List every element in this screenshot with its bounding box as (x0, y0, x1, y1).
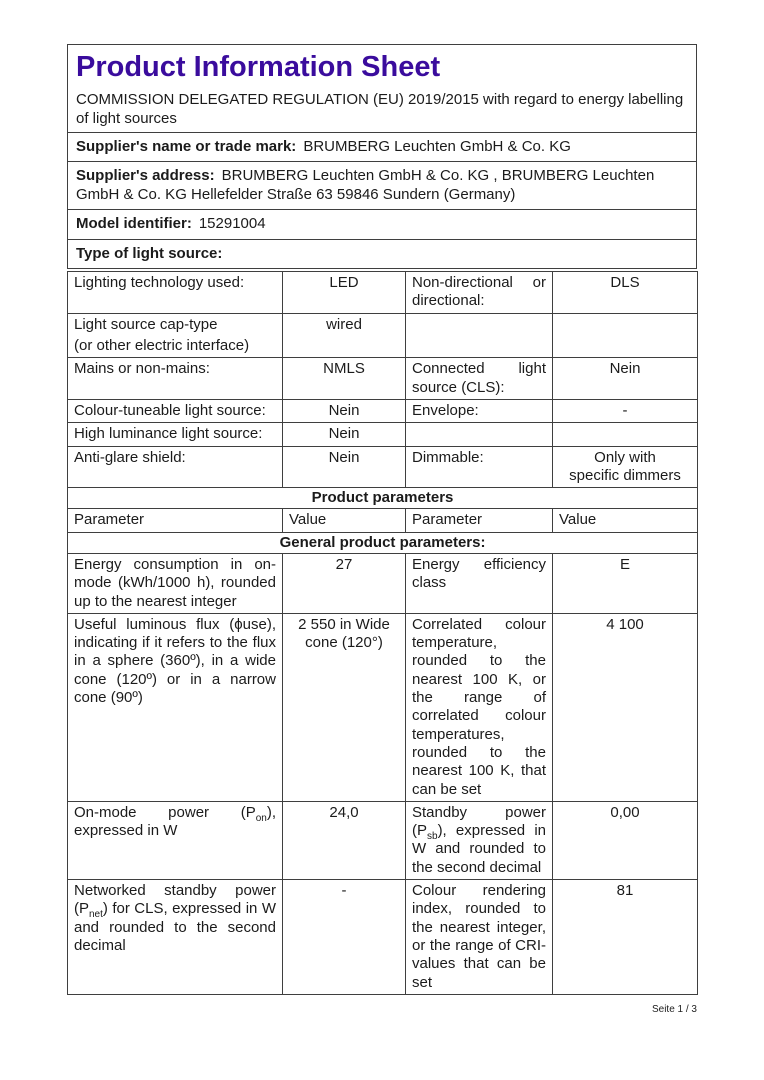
supplier-name-value: BRUMBERG Leuchten GmbH & Co. KG (303, 137, 571, 155)
value-cell: Only with specific dimmers (553, 446, 698, 488)
value-cell: Nein (283, 446, 406, 488)
model-identifier-value: 15291004 (198, 215, 266, 233)
value-cell: Nein (283, 399, 406, 422)
value-cell: 4 100 (553, 613, 698, 801)
value-cell: Nein (553, 358, 698, 400)
value-cell: - (283, 880, 406, 995)
type-of-light-source-heading-row (67, 239, 697, 269)
parameter-cell: Connected light source (CLS): (406, 358, 553, 400)
parameter-cell: High luminance light source: (68, 423, 283, 446)
table-row (68, 446, 698, 488)
value-cell: NMLS (283, 358, 406, 400)
table-row (68, 801, 698, 879)
parameter-cell: Non-directional or directional: (406, 272, 553, 314)
parameter-cell: Lighting technology used: (68, 272, 283, 314)
supplier-name-row (67, 132, 697, 162)
supplier-address-row (67, 161, 697, 210)
parameter-cell: Useful luminous flux (ϕuse), indicating if it refers to the flux in a sphere (360º), in a wide cone (120º) or in a narrow cone (90º) (68, 613, 283, 801)
table-row (68, 272, 698, 314)
column-header-value-2: Value (553, 509, 698, 532)
parameter-cell: Energy efficiency class (406, 553, 553, 613)
title-block (67, 44, 697, 133)
table-row (68, 358, 698, 400)
model-identifier-label: Model identifier: (76, 215, 192, 233)
table-row (68, 613, 698, 801)
type-of-light-source-table (67, 271, 698, 488)
value-cell: 24,0 (283, 801, 406, 879)
parameter-cell: Correlated colour temperature, rounded to the nearest 100 K, or the range of correlated colour temperatures, rounded to the nearest 100 K, that can be set (406, 613, 553, 801)
value-cell: E (553, 553, 698, 613)
column-header-row (68, 509, 698, 532)
value-cell: DLS (553, 272, 698, 314)
section-heading-product-parameters: Product parameters (68, 488, 698, 509)
value-cell (553, 313, 698, 358)
supplier-name-label: Supplier's name or trade mark: (76, 137, 297, 155)
parameter-cell: Dimmable: (406, 446, 553, 488)
parameter-cell (406, 423, 553, 446)
regulation-subtitle: COMMISSION DELEGATED REGULATION (EU) 2019/2015 with regard to energy labelling of light sources (76, 91, 684, 127)
parameter-cell: Colour-tuneable light source: (68, 399, 283, 422)
supplier-address-label: Supplier's address: (76, 167, 215, 185)
footer-page-number: Seite 1 / 3 (651, 1004, 697, 1015)
value-cell: 2 550 in Wide cone (120°) (283, 613, 406, 801)
parameter-cell: Mains or non-mains: (68, 358, 283, 400)
page-title: Product Information Sheet (76, 51, 441, 83)
parameter-cell: Networked standby power $(P_{net})$ for CLS, expressed in W and rounded to the second decimal (68, 880, 283, 995)
parameter-cell: Standby power $(P_{sb})$, expressed in W and rounded to the second decimal (406, 801, 553, 879)
section-heading-general-product-parameters: General product parameters: (68, 532, 698, 553)
parameter-cell: Envelope: (406, 399, 553, 422)
parameter-cell: On-mode power $(P_{on})$, expressed in W (68, 801, 283, 879)
supplier-address-value: BRUMBERG Leuchten GmbH & Co. KG , BRUMBERG Leuchten GmbH & Co. KG Hellefelder Straße 63 59846 Sundern (Germany) (76, 167, 655, 203)
parameter-cell: Energy consumption in on-mode (kWh/1000 h), rounded up to the nearest integer (68, 553, 283, 613)
type-of-light-source-heading: Type of light source: (76, 244, 223, 262)
value-cell: 27 (283, 553, 406, 613)
value-cell (553, 423, 698, 446)
value-cell: 0,00 (553, 801, 698, 879)
column-header-parameter-1: Parameter (68, 509, 283, 532)
general-product-parameters-rows (68, 553, 698, 994)
general-product-parameters-heading-row (68, 532, 698, 553)
value-cell: Nein (283, 423, 406, 446)
product-information-sheet (67, 44, 697, 995)
parameter-cell (406, 313, 553, 358)
value-cell: wired (283, 313, 406, 358)
product-parameters-heading-row (68, 488, 698, 509)
parameter-cell: Light source cap-type (or other electric interface) (68, 313, 283, 358)
value-cell: - (553, 399, 698, 422)
value-cell: 81 (553, 880, 698, 995)
type-of-light-source-rows (68, 272, 698, 488)
table-row (68, 313, 698, 358)
value-cell: LED (283, 272, 406, 314)
product-parameters-table (67, 487, 698, 995)
table-row (68, 553, 698, 613)
parameter-cell: Colour rendering index, rounded to the nearest integer, or the range of CRI-values that can be set (406, 880, 553, 995)
model-identifier-row (67, 209, 697, 239)
table-row (68, 880, 698, 995)
table-row (68, 423, 698, 446)
table-row (68, 399, 698, 422)
column-header-value-1: Value (283, 509, 406, 532)
parameter-cell: Anti-glare shield: (68, 446, 283, 488)
column-header-parameter-2: Parameter (406, 509, 553, 532)
